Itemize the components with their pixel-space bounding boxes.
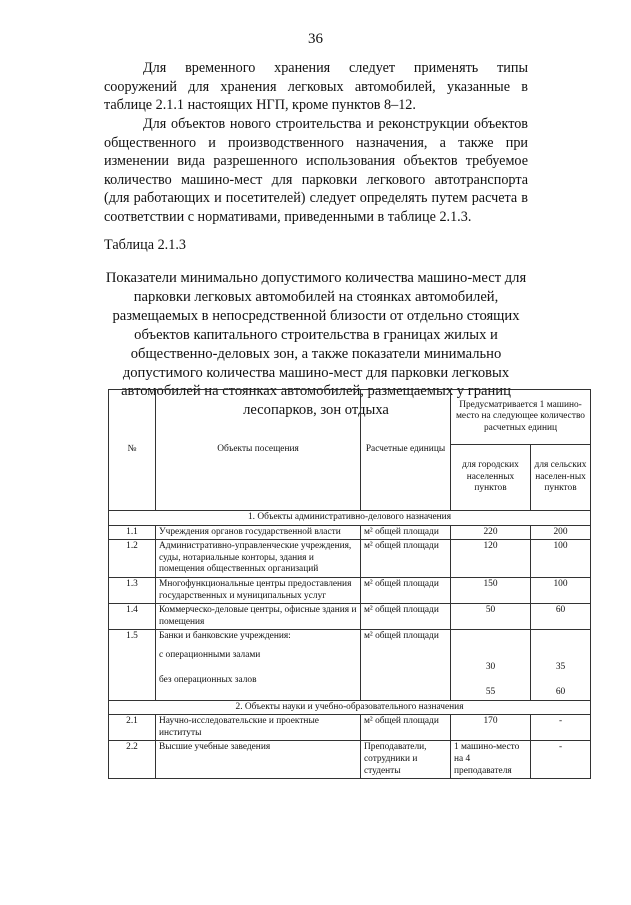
- header-num: №: [109, 390, 156, 511]
- table-row: [109, 630, 591, 700]
- row-object-main: Банки и банковские учреждения:: [159, 631, 291, 642]
- row-urban: 170: [451, 715, 531, 741]
- row-num: 2.1: [109, 715, 156, 741]
- row-num: 1.2: [109, 540, 156, 578]
- row-urban: 220: [451, 525, 531, 540]
- row-urban: 120: [451, 540, 531, 578]
- section-row: [109, 511, 591, 526]
- row-unit: Преподаватели, сотрудники и студенты: [361, 741, 451, 779]
- row-rural-value: 35: [555, 662, 566, 673]
- row-urban-value: 30: [485, 662, 496, 673]
- row-unit: м² общей площади: [361, 630, 451, 700]
- row-num: 1.4: [109, 604, 156, 630]
- table-caption: Таблица 2.1.3: [104, 237, 186, 253]
- row-rural: [531, 630, 591, 700]
- table-row: [109, 540, 591, 578]
- row-num: 1.3: [109, 577, 156, 603]
- row-unit: м² общей площади: [361, 577, 451, 603]
- row-unit: м² общей площади: [361, 715, 451, 741]
- row-object: Многофункциональные центры предоставления государственных и муниципальных услуг: [156, 577, 361, 603]
- paragraph-1: [104, 59, 528, 115]
- row-unit: м² общей площади: [361, 525, 451, 540]
- row-urban-value: 55: [485, 686, 496, 697]
- row-urban: 1 машино-место на 4 преподавателя: [451, 741, 531, 779]
- row-rural-value: 60: [555, 686, 566, 697]
- row-num: 1.1: [109, 525, 156, 540]
- row-unit: м² общей площади: [361, 540, 451, 578]
- row-object: Высшие учебные заведения: [156, 741, 361, 779]
- row-unit: м² общей площади: [361, 604, 451, 630]
- row-rural: 60: [531, 604, 591, 630]
- row-rural: 100: [531, 577, 591, 603]
- section-title: 1. Объекты административно-делового назначения: [109, 511, 591, 526]
- header-rural: для сельских населен-ных пунктов: [531, 445, 591, 511]
- row-object: [156, 630, 361, 700]
- paragraph-2-text: Для объектов нового строительства и реконструкции объектов общественного и производственного назначения, а также при изменении вида разрешенного использования объектов требуемое количество машино-мест для парковки легкового автотранспорта (для работающих и посетителей) следует определять путем расчета в соответствии с нормативами, приведенными в таблице 2.1.3.: [104, 116, 528, 225]
- row-rural: -: [531, 741, 591, 779]
- table-row: [109, 715, 591, 741]
- row-object: Коммерческо-деловые центры, офисные здания и помещения: [156, 604, 361, 630]
- row-object-sub: с операционными залами: [159, 649, 261, 660]
- section-row: [109, 700, 591, 715]
- norms-table: [108, 389, 591, 779]
- section-title: 2. Объекты науки и учебно-образовательного назначения: [109, 700, 591, 715]
- table-row: [109, 525, 591, 540]
- row-object: Научно-исследовательские и проектные институты: [156, 715, 361, 741]
- row-rural: -: [531, 715, 591, 741]
- table-row: [109, 741, 591, 779]
- row-urban: [451, 630, 531, 700]
- table-title: Показатели минимально допустимого количества машино-мест для парковки легковых автомобилей на стоянках автомобилей, размещаемых в непосредственной близости от отдельно стоящих объектов капитального строительства в границах жилых и общественно-деловых зон, а также показатели минимально допустимого количества машино-мест для парковки легковых автомобилей на стоянках автомобилей, размещаемых у границ лесопарков, зон отдыха: [105, 270, 527, 419]
- row-object-sub: без операционных залов: [159, 674, 257, 685]
- paragraph-1-text: Для временного хранения следует применять типы сооружений для хранения легковых автомобилей, указанные в таблице 2.1.1 настоящих НГП, кроме пунктов 8–12.: [104, 60, 528, 114]
- table-row: [109, 604, 591, 630]
- table-header-row: [109, 390, 591, 445]
- paragraph-2: [104, 115, 528, 227]
- table-row: [109, 577, 591, 603]
- header-units: Расчетные единицы: [361, 390, 451, 511]
- row-num: 2.2: [109, 741, 156, 779]
- row-object: Административно-управленческие учреждения, суды, нотариальные конторы, здания и помещения общественных организаций: [156, 540, 361, 578]
- row-urban: 150: [451, 577, 531, 603]
- header-objects: Объекты посещения: [156, 390, 361, 511]
- header-provided: Предусматривается 1 машино-место на следующее количество расчетных единиц: [451, 390, 591, 445]
- row-object: Учреждения органов государственной власти: [156, 525, 361, 540]
- header-urban: для городских населенных пунктов: [451, 445, 531, 511]
- row-num: 1.5: [109, 630, 156, 700]
- row-urban: 50: [451, 604, 531, 630]
- page-number: 36: [308, 31, 323, 47]
- row-rural: 200: [531, 525, 591, 540]
- row-rural: 100: [531, 540, 591, 578]
